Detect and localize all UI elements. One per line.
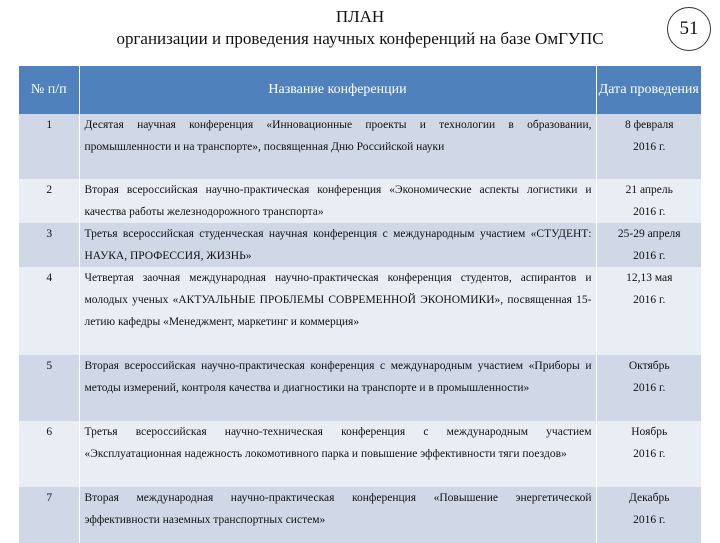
conference-date [596, 114, 701, 179]
table-row [19, 421, 701, 487]
conference-name: Десятая научная конференция «Инновационные проекты и технологии в образовании, промышленности и на транспорте», посвященная Дню Российской науки [79, 114, 596, 179]
row-number: 4 [19, 267, 79, 355]
date-year: 2016 г. [633, 141, 666, 153]
date-year: 2016 г. [633, 382, 666, 394]
date-year: 2016 г. [633, 448, 666, 460]
conference-date [596, 487, 701, 543]
row-number: 7 [19, 487, 79, 543]
date-year: 2016 г. [633, 514, 666, 526]
table-row [19, 487, 701, 543]
title-line-2: организации и проведения научных конференций на базе ОмГУПС [116, 29, 604, 48]
table-row [19, 267, 701, 355]
table-header-row [19, 66, 701, 114]
conference-date [596, 355, 701, 421]
conference-date [596, 223, 701, 267]
date-year: 2016 г. [633, 294, 666, 306]
column-header-date: Дата проведения [596, 66, 701, 114]
conference-date [596, 179, 701, 223]
column-header-num: № п/п [19, 66, 79, 114]
date-line: 12,13 мая [626, 272, 673, 284]
table-row [19, 179, 701, 223]
page-number-badge: 51 [667, 7, 711, 51]
row-number: 3 [19, 223, 79, 267]
table-row [19, 114, 701, 179]
column-header-name: Название конференции [79, 66, 596, 114]
conference-name: Вторая международная научно-практическая конференция «Повышение энергетической эффективности наземных транспортных систем» [79, 487, 596, 543]
conference-name: Третья всероссийская студенческая научная конференция с международным участием «СТУДЕНТ: НАУКА, ПРОФЕССИЯ, ЖИЗНЬ» [79, 223, 596, 267]
date-line: Ноябрь [631, 426, 668, 438]
date-line: 25-29 апреля [617, 228, 681, 240]
date-line: 21 апрель [625, 184, 673, 196]
row-number: 5 [19, 355, 79, 421]
date-line: Декабрь [629, 492, 670, 504]
date-line: 8 февраля [624, 119, 674, 131]
conference-table [19, 66, 701, 543]
date-year: 2016 г. [633, 206, 666, 218]
row-number: 6 [19, 421, 79, 487]
table-row [19, 223, 701, 267]
conference-name: Третья всероссийская научно-техническая конференция с международным участием «Эксплуатационная надежность локомотивного парка и повышение эффективности тяги поездов» [79, 421, 596, 487]
row-number: 1 [19, 114, 79, 179]
conference-date [596, 267, 701, 355]
conference-name: Четвертая заочная международная научно-практическая конференция студентов, аспирантов и молодых ученых «АКТУАЛЬНЫЕ ПРОБЛЕМЫ СОВРЕМЕННОЙ ЭКОНОМИКИ», посвященная 15-летию кафедры «Менеджмент, маркетинг и коммерция» [79, 267, 596, 355]
conference-name: Вторая всероссийская научно-практическая конференция «Экономические аспекты логистики и качества работы железнодорожного транспорта» [79, 179, 596, 223]
date-line: Октябрь [628, 360, 670, 372]
document-title [0, 6, 720, 50]
table-row [19, 355, 701, 421]
date-year: 2016 г. [633, 250, 666, 262]
conference-date [596, 421, 701, 487]
conference-name: Вторая всероссийская научно-практическая конференция с международным участием «Приборы и методы измерений, контроля качества и диагностики на транспорте и в промышленности» [79, 355, 596, 421]
row-number: 2 [19, 179, 79, 223]
title-line-1: ПЛАН [335, 7, 385, 26]
